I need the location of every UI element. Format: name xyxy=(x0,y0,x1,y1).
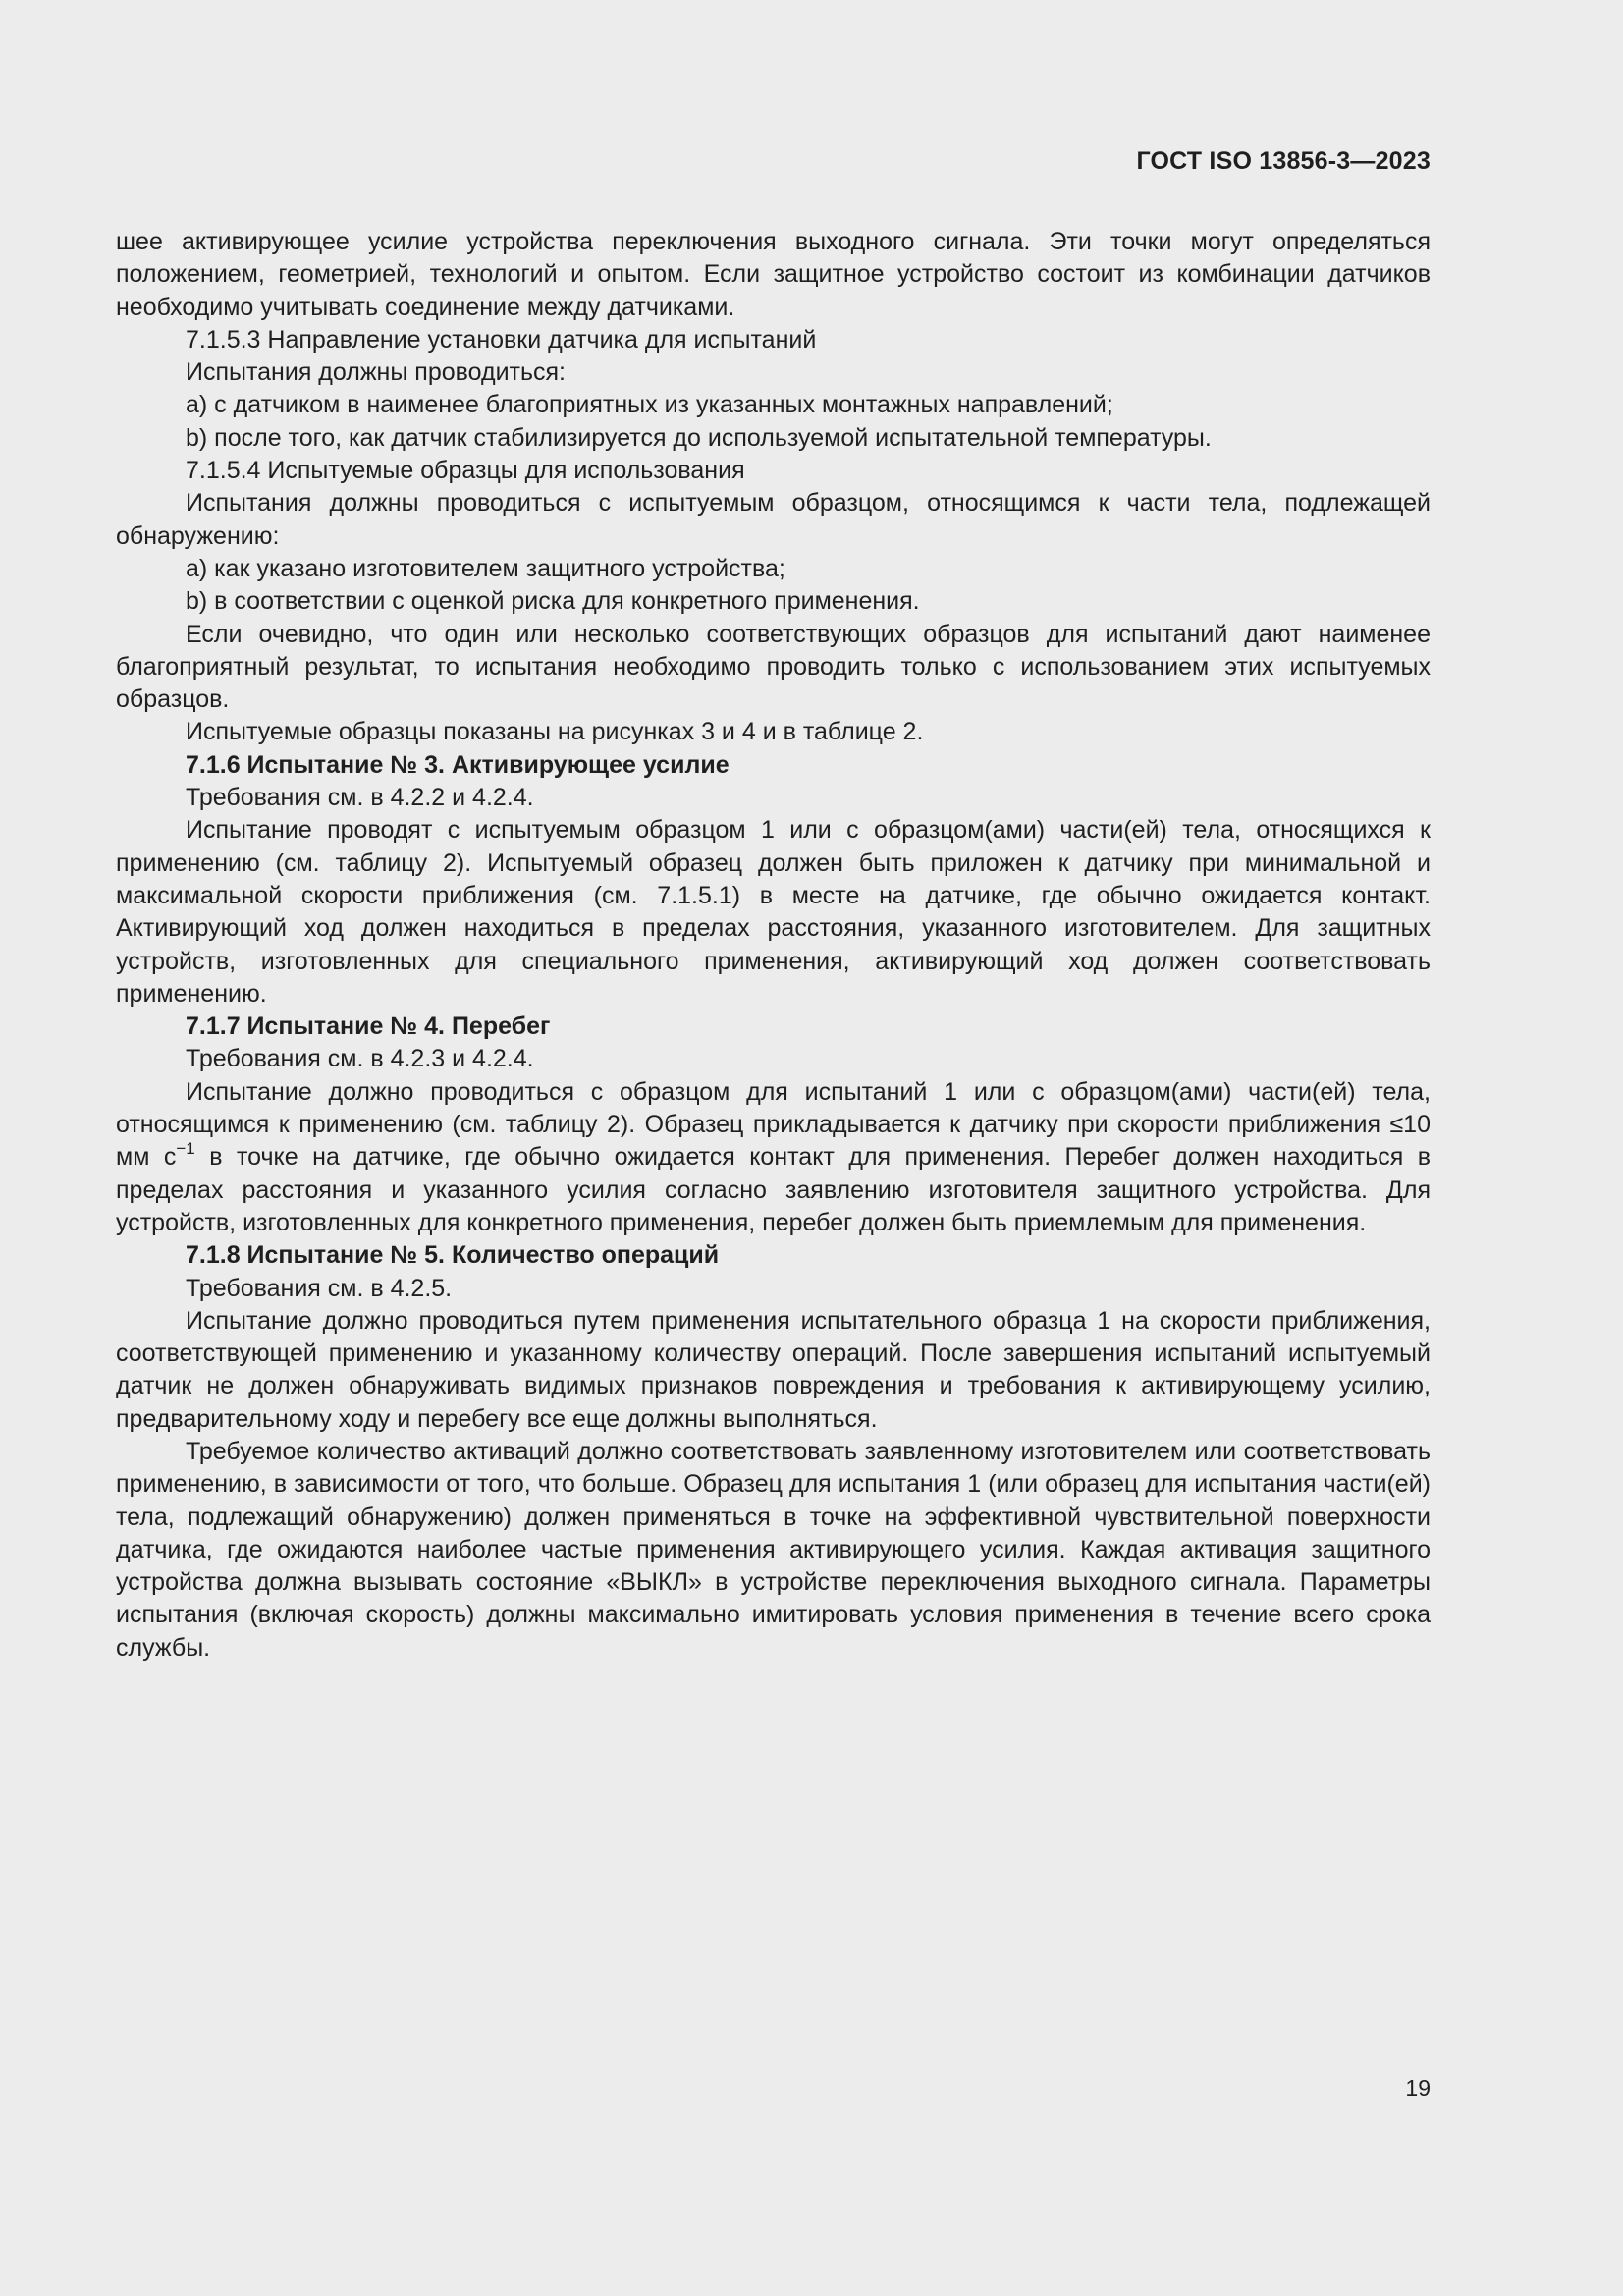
paragraph: Испытание должно проводиться путем применения испытательного образца 1 на скорости приближения, соответствующей применению и указанному количеству операций. После завершения испытаний испытуемый датчик не должен обнаруживать видимых признаков повреждения и требования к активирующему усилию, предварительному ходу и перебегу все еще должны выполняться. xyxy=(116,1306,1431,1433)
subsection-heading-7-1-5-3: 7.1.5.3 Направление установки датчика для испытаний xyxy=(186,325,817,354)
paragraph: Испытуемые образцы показаны на рисунках 3 и 4 и в таблице 2. xyxy=(186,718,924,746)
subsection-heading-7-1-5-4: 7.1.5.4 Испытуемые образцы для использования xyxy=(186,457,745,485)
document-header: ГОСТ ISO 13856-3—2023 xyxy=(1136,147,1431,175)
paragraph: Требуемое количество активаций должно соответствовать заявленному изготовителем или соответствовать применению, в зависимости от того, что больше. Образец для испытания 1 (или образец для испытания части(ей) тела, подлежащий обнаружению) должен применяться в точке на эффективной чувствительной поверхности датчика, где ожидаются наиболее частые применения активирующего усилия. Каждая активация защитного устройства должна вызывать состояние «ВЫКЛ» в устройстве переключения выходного сигнала. Параметры испытания (включая скорость) должны максимально имитировать условия применения в течение всего срока службы. xyxy=(116,1437,1431,1662)
list-item: a) как указано изготовителем защитного устройства; xyxy=(186,554,785,582)
page-number: 19 xyxy=(1405,2075,1431,2101)
paragraph: Требования см. в 4.2.5. xyxy=(186,1274,453,1302)
paragraph-text-end: в точке на датчике, где обычно ожидается контакт для применения. Перебег должен находиться в пределах расстояния и указанного усилия согласно заявлению изготовителя защитного устройства. Для устройств, изготовленных для конкретного применения, перебег должен быть приемлемым для применения. xyxy=(116,1143,1431,1236)
superscript-exponent: −1 xyxy=(176,1138,195,1158)
document-body xyxy=(116,226,1431,1665)
section-heading-7-1-8: 7.1.8 Испытание № 5. Количество операций xyxy=(186,1241,720,1270)
paragraph-text-start: Испытание должно проводиться с образцом для испытаний 1 или с образцом(ами) части(ей) тела, относящимся к применению (см. таблицу 2). Образец прикладывается к датчику при скорости приближения ≤10 мм с xyxy=(116,1077,1431,1172)
paragraph: Требования см. в 4.2.2 и 4.2.4. xyxy=(186,784,534,812)
paragraph: Требования см. в 4.2.3 и 4.2.4. xyxy=(186,1045,534,1073)
paragraph: Испытание проводят с испытуемым образцом 1 или с образцом(ами) части(ей) тела, относящихся к применению (см. таблицу 2). Испытуемый образец должен быть приложен к датчику при минимальной и максимальной скорости приближения (см. 7.1.5.1) в месте на датчике, где обычно ожидается контакт. Активирующий ход должен находиться в пределах расстояния, указанного изготовителем. Для защитных устройств, изготовленных для специального применения, активирующий ход должен соответствовать применению. xyxy=(116,816,1431,1008)
paragraph xyxy=(116,1076,1431,1239)
list-item: b) в соответствии с оценкой риска для конкретного применения. xyxy=(186,587,920,616)
section-heading-7-1-6: 7.1.6 Испытание № 3. Активирующее усилие xyxy=(186,750,730,779)
paragraph: шее активирующее усилие устройства переключения выходного сигнала. Эти точки могут определяться положением, геометрией, технологий и опытом. Если защитное устройство состоит из комбинации датчиков необходимо учитывать соединение между датчиками. xyxy=(116,228,1431,321)
list-item: a) с датчиком в наименее благоприятных из указанных монтажных направлений; xyxy=(186,391,1113,419)
paragraph: Если очевидно, что один или несколько соответствующих образцов для испытаний дают наименее благоприятный результат, то испытания необходимо проводить только с использованием этих испытуемых образцов. xyxy=(116,620,1431,714)
section-heading-7-1-7: 7.1.7 Испытание № 4. Перебег xyxy=(186,1012,551,1041)
list-item: b) после того, как датчик стабилизируется до используемой испытательной температуры. xyxy=(186,423,1212,452)
paragraph: Испытания должны проводиться с испытуемым образцом, относящимся к части тела, подлежащей обнаружению: xyxy=(116,489,1431,550)
paragraph: Испытания должны проводиться: xyxy=(186,358,566,387)
